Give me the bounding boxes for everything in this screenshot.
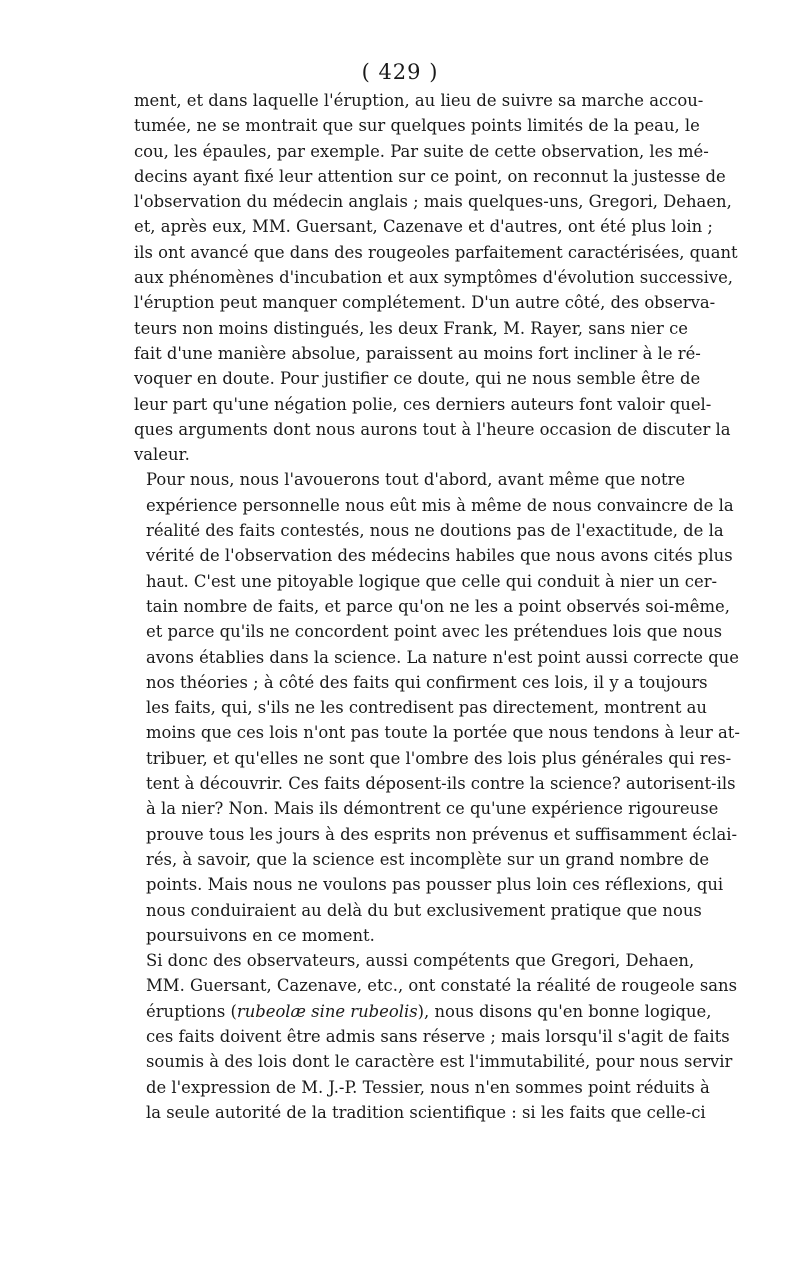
text-line: teurs non moins distingués, les deux Frank, M. Rayer, sans nier ce [134, 318, 688, 338]
text-line: prouve tous les jours à des esprits non prévenus et suffisamment éclai- [146, 824, 738, 844]
latin-term: rubeolæ sine rubeolis [236, 1001, 418, 1021]
text-line: Pour nous, nous l'avouerons tout d'abord, avant même que notre [146, 470, 686, 490]
text-line: rés, à savoir, que la science est incomplète sur un grand nombre de [146, 849, 710, 869]
text-line: et parce qu'ils ne concordent point avec les prétendues lois que nous [146, 622, 723, 642]
text-line: ment, et dans laquelle l'éruption, au lieu de suivre sa marche accou- [134, 91, 704, 110]
text-line: leur part qu'une négation polie, ces derniers auteurs font valoir quel- [134, 394, 712, 414]
text-line: ils ont avancé que dans des rougeoles parfaitement caractérisées, quant [134, 242, 738, 262]
text-line: nous conduiraient au delà du but exclusivement pratique que nous [146, 900, 702, 920]
text-line: decins ayant fixé leur attention sur ce point, on reconnut la justesse de [134, 166, 726, 186]
text-line: soumis à des lois dont le caractère est l'immutabilité, pour nous servir [146, 1052, 733, 1072]
text-line: points. Mais nous ne voulons pas pousser plus loin ces réflexions, qui [146, 875, 724, 895]
text-line: voquer en doute. Pour justifier ce doute, qui ne nous semble être de [134, 369, 701, 389]
text-line: à la nier? Non. Mais ils démontrent ce qu'une expérience rigoureuse [146, 799, 719, 819]
body-text [134, 88, 740, 1125]
text-line: avons établies dans la science. La nature n'est point aussi correcte que [146, 647, 739, 667]
text-line: éruptions (rubeolæ sine rubeolis), nous disons qu'en bonne logique, [146, 1001, 712, 1021]
text-line: l'observation du médecin anglais ; mais quelques-uns, Gregori, Dehaen, [134, 192, 732, 212]
paragraph [134, 467, 740, 948]
text-line: poursuivons en ce moment. [146, 925, 375, 945]
text-line: expérience personnelle nous eût mis à même de nous convaincre de la [146, 495, 734, 515]
text-line: tain nombre de faits, et parce qu'on ne les a point observés soi-même, [146, 596, 730, 616]
paragraph [134, 88, 738, 467]
text-line: et, après eux, MM. Guersant, Cazenave et d'autres, ont été plus loin ; [134, 217, 713, 237]
text-line: l'éruption peut manquer complétement. D'un autre côté, des observa- [134, 293, 716, 313]
text-line: aux phénomènes d'incubation et aux symptômes d'évolution successive, [134, 268, 733, 288]
text-line: tribuer, et qu'elles ne sont que l'ombre des lois plus générales qui res- [146, 748, 732, 768]
text-line: réalité des faits contestés, nous ne doutions pas de l'exactitude, de la [146, 521, 724, 541]
text-line: cou, les épaules, par exemple. Par suite de cette observation, les mé- [134, 141, 709, 161]
text-line: ques arguments dont nous aurons tout à l'heure occasion de discuter la [134, 419, 731, 439]
text-line: les faits, qui, s'ils ne les contredisent pas directement, montrent au [146, 698, 707, 718]
text-line: tent à découvrir. Ces faits déposent-ils contre la science? autorisent-ils [146, 774, 736, 794]
text-line: la seule autorité de la tradition scientifique : si les faits que celle-ci [146, 1102, 706, 1122]
page-number: ( 429 ) [361, 60, 439, 84]
text-line: tumée, ne se montrait que sur quelques points limités de la peau, le [134, 116, 700, 136]
text-line: MM. Guersant, Cazenave, etc., ont constaté la réalité de rougeole sans [146, 976, 737, 996]
text-line: valeur. [134, 445, 190, 465]
paragraph [134, 948, 737, 1125]
text-line: Si donc des observateurs, aussi compétents que Gregori, Dehaen, [146, 951, 695, 971]
text-line: haut. C'est une pitoyable logique que celle qui conduit à nier un cer- [146, 571, 718, 591]
text-line: nos théories ; à côté des faits qui confirment ces lois, il y a toujours [146, 672, 708, 692]
text-line: vérité de l'observation des médecins habiles que nous avons cités plus [146, 546, 733, 566]
text-line: ces faits doivent être admis sans réserve ; mais lorsqu'il s'agit de faits [146, 1026, 730, 1046]
text-line: de l'expression de M. J.-P. Tessier, nous n'en sommes point réduits à [146, 1077, 710, 1097]
text-line: fait d'une manière absolue, paraissent au moins fort incliner à le ré- [134, 343, 701, 363]
text-line: moins que ces lois n'ont pas toute la portée que nous tendons à leur at- [146, 723, 740, 743]
